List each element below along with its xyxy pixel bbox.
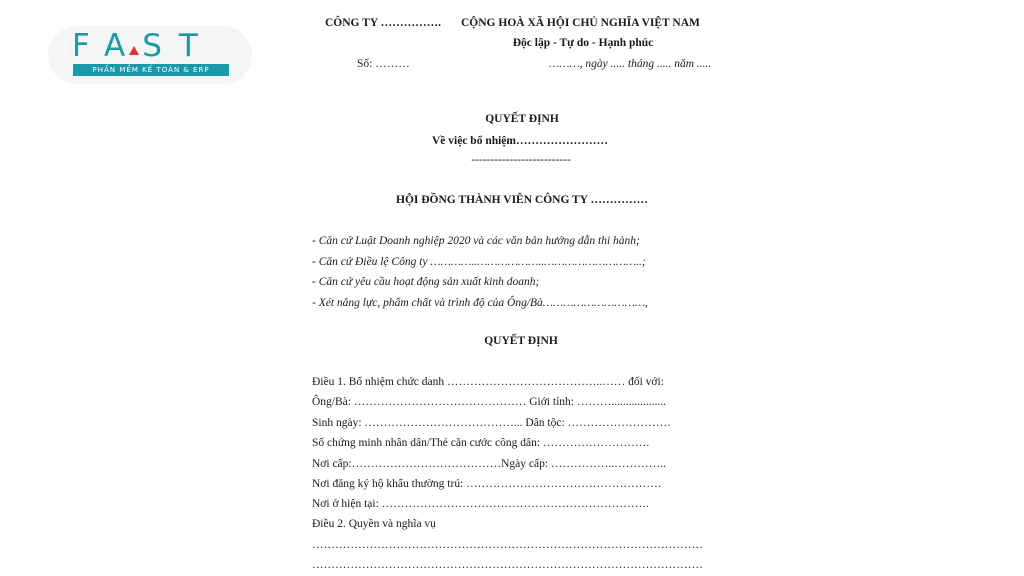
document-date: ………, ngày ..... tháng ..... năm .....: [549, 58, 712, 70]
national-motto: Độc lập - Tự do - Hạnh phúc: [512, 37, 654, 49]
document-number: Số: ………: [357, 58, 410, 70]
basis-item: - Căn cứ Điều lệ Công ty …………..………………..………………………..;: [312, 256, 646, 268]
issue-place-line: Nơi cấp:…………………………………Ngày cấp: ……………..…………..: [312, 458, 666, 470]
residence-line: Nơi đăng ký hộ khẩu thường trú: ……………………………………………: [312, 478, 662, 490]
company-name: CÔNG TY …………….: [325, 17, 441, 29]
id-number-line: Số chứng minh nhân dân/Thẻ căn cước công dân: ……………………….: [312, 437, 650, 449]
article-2-line: Điều 2. Quyền và nghĩa vụ: [312, 518, 436, 530]
document-subject: Về việc bổ nhiệm……………………: [431, 135, 609, 147]
birth-date-line: Sinh ngày: …………………………………... Dân tộc: ………………………: [312, 417, 672, 429]
basis-item: - Căn cứ Luật Doanh nghiệp 2020 và các văn bản hướng dẫn thi hành;: [312, 235, 640, 247]
logo-brand-text: FAST: [72, 28, 215, 64]
article-1-line: Điều 1. Bổ nhiệm chức danh …………………………………..…… đối với:: [312, 376, 664, 388]
logo-tagline: PHẦN MỀM KẾ TOÁN & ERP: [73, 64, 229, 76]
blank-line: …………………………………………………………………………………………: [312, 539, 703, 551]
title-divider: --------------------------: [471, 154, 571, 166]
basis-item: - Căn cứ yêu cầu hoạt động sản xuất kinh doanh;: [312, 276, 540, 288]
full-name-line: Ông/Bà: ……………………………………… Giới tính: ………...................: [312, 396, 666, 408]
basis-item: - Xét năng lực, phẩm chất và trình độ của Ông/Bà…………………………,: [312, 297, 648, 309]
council-heading: HỘI ĐỒNG THÀNH VIÊN CÔNG TY ……………: [396, 194, 648, 206]
document-title: QUYẾT ĐỊNH: [485, 113, 559, 125]
decision-heading: QUYẾT ĐỊNH: [484, 335, 558, 347]
nation-title: CỘNG HOÀ XÃ HỘI CHỦ NGHĨA VIỆT NAM: [461, 17, 700, 29]
blank-line: …………………………………………………………………………………………: [312, 559, 703, 571]
current-address-line: Nơi ở hiện tại: …………………………………………………………….: [312, 498, 650, 510]
